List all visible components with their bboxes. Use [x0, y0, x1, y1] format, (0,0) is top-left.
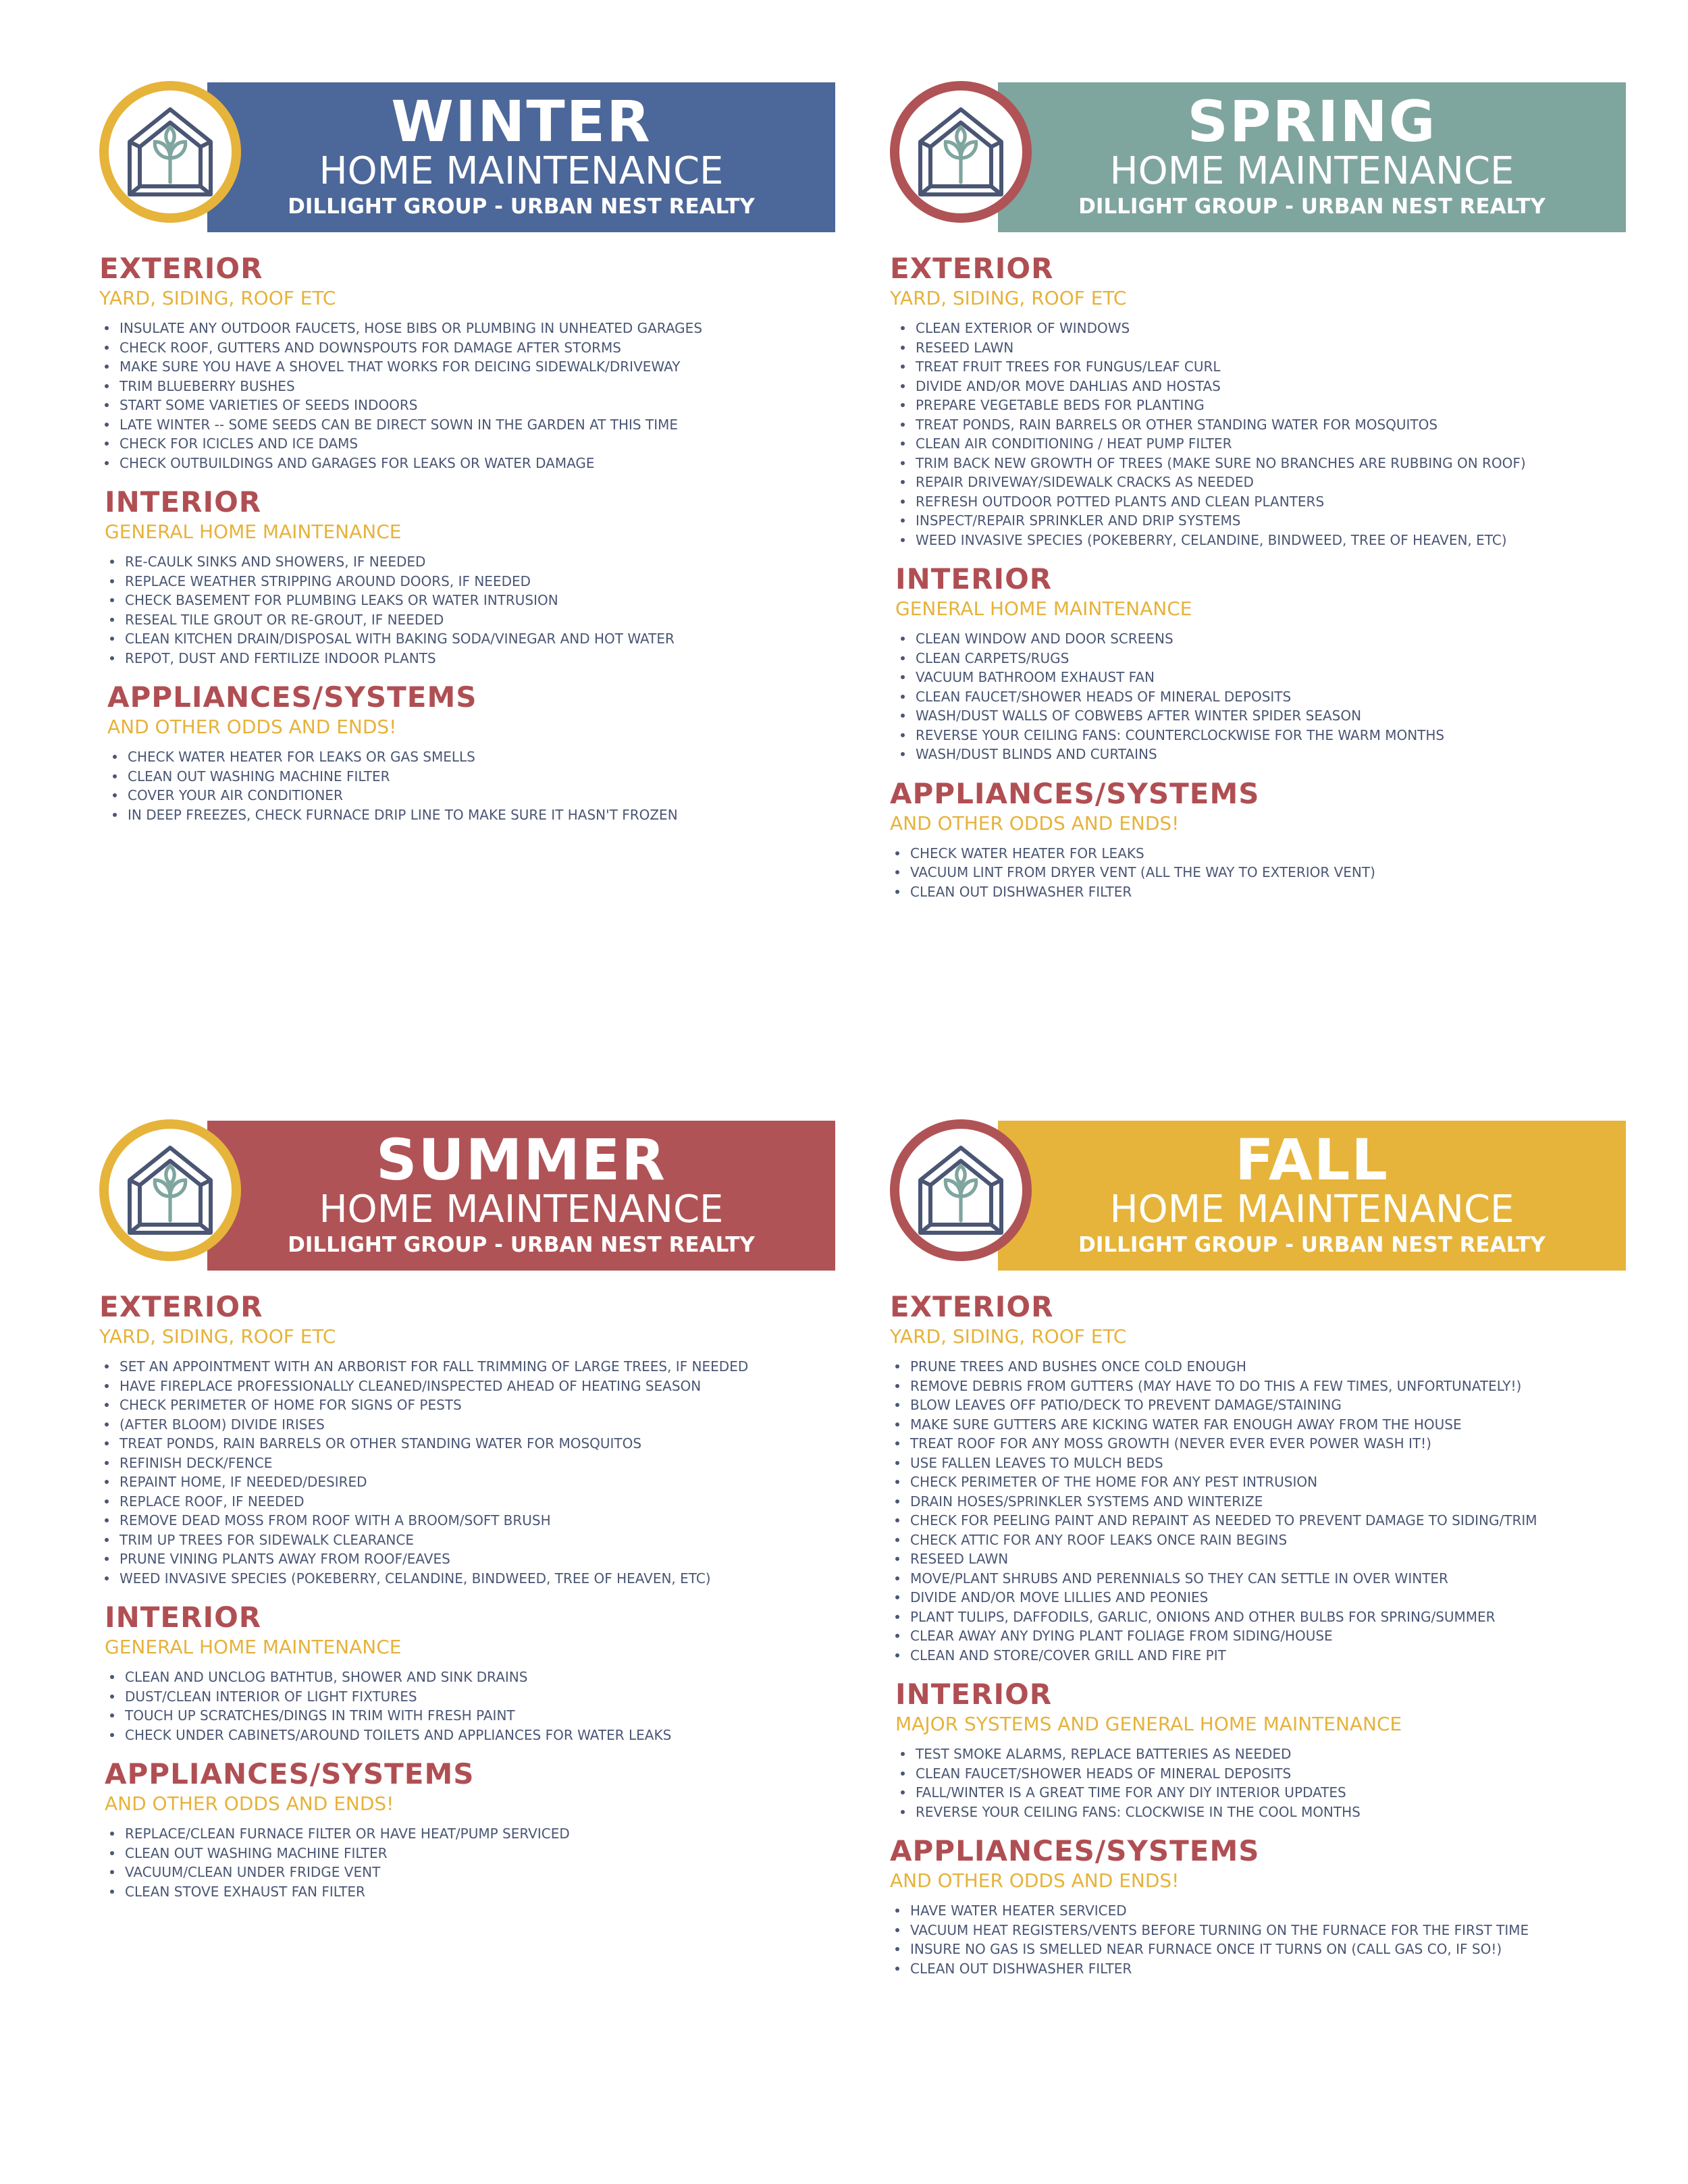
winter-banner	[207, 82, 835, 232]
house-plant-icon	[120, 1140, 221, 1241]
interior-list	[895, 629, 1633, 764]
list-item: TRIM BACK NEW GROWTH OF TREES (MAKE SURE NO BRANCHES ARE RUBBING ON ROOF)	[895, 454, 1633, 473]
exterior-list	[99, 1357, 842, 1588]
list-item: REPAIR DRIVEWAY/SIDEWALK CRACKS AS NEEDED	[895, 473, 1633, 492]
banner-subtitle: HOME MAINTENANCE	[319, 1188, 724, 1231]
list-item: REMOVE DEAD MOSS FROM ROOF WITH A BROOM/SOFT BRUSH	[99, 1511, 842, 1530]
list-item: HAVE WATER HEATER SERVICED	[890, 1901, 1633, 1921]
logo-badge	[99, 81, 241, 223]
exterior-subheading: YARD, SIDING, ROOF ETC	[890, 287, 1127, 309]
list-item: CLEAN EXTERIOR OF WINDOWS	[895, 319, 1633, 338]
exterior-subheading: YARD, SIDING, ROOF ETC	[99, 287, 336, 309]
list-item: REPLACE ROOF, IF NEEDED	[99, 1492, 842, 1512]
list-item: CLEAN OUT WASHING MACHINE FILTER	[105, 1844, 842, 1863]
exterior-heading: EXTERIOR	[99, 252, 263, 285]
banner-subtitle: HOME MAINTENANCE	[1109, 1188, 1514, 1231]
season-title: WINTER	[391, 88, 652, 155]
fall-content	[890, 1291, 1633, 1992]
list-item: TOUCH UP SCRATCHES/DINGS IN TRIM WITH FRESH PAINT	[105, 1706, 842, 1726]
interior-subheading: GENERAL HOME MAINTENANCE	[895, 597, 1192, 620]
season-title: FALL	[1235, 1127, 1389, 1193]
list-item: RE-CAULK SINKS AND SHOWERS, IF NEEDED	[105, 552, 842, 572]
list-item: FALL/WINTER IS A GREAT TIME FOR ANY DIY INTERIOR UPDATES	[895, 1783, 1633, 1803]
appliances-list	[105, 1824, 842, 1901]
spring-banner	[998, 82, 1626, 232]
list-item: REPLACE WEATHER STRIPPING AROUND DOORS, IF NEEDED	[105, 572, 842, 591]
exterior-heading: EXTERIOR	[99, 1290, 263, 1323]
exterior-heading: EXTERIOR	[890, 1290, 1054, 1323]
list-item: RESEED LAWN	[895, 338, 1633, 358]
exterior-list	[99, 319, 842, 473]
company-name: DILLIGHT GROUP - URBAN NEST REALTY	[288, 1233, 755, 1257]
house-plant-icon	[910, 1140, 1011, 1241]
list-item: TREAT PONDS, RAIN BARRELS OR OTHER STANDING WATER FOR MOSQUITOS	[99, 1434, 842, 1454]
list-item: CLEAN KITCHEN DRAIN/DISPOSAL WITH BAKING SODA/VINEGAR AND HOT WATER	[105, 629, 842, 649]
company-name: DILLIGHT GROUP - URBAN NEST REALTY	[1078, 194, 1546, 219]
list-item: (AFTER BLOOM) DIVIDE IRISES	[99, 1415, 842, 1435]
winter-content	[99, 252, 842, 838]
logo-badge	[890, 1119, 1032, 1261]
exterior-subheading: YARD, SIDING, ROOF ETC	[99, 1325, 336, 1348]
list-item: WASH/DUST WALLS OF COBWEBS AFTER WINTER SPIDER SEASON	[895, 706, 1633, 726]
appliances-subheading: AND OTHER ODDS AND ENDS!	[105, 1792, 394, 1815]
list-item: CLEAN OUT DISHWASHER FILTER	[890, 882, 1633, 902]
appliances-subheading: AND OTHER ODDS AND ENDS!	[107, 716, 397, 738]
exterior-heading: EXTERIOR	[890, 252, 1054, 285]
list-item: CHECK UNDER CABINETS/AROUND TOILETS AND APPLIANCES FOR WATER LEAKS	[105, 1726, 842, 1745]
appliances-list	[890, 1901, 1633, 1978]
list-item: CHECK BASEMENT FOR PLUMBING LEAKS OR WATER INTRUSION	[105, 591, 842, 610]
list-item: CHECK FOR PEELING PAINT AND REPAINT AS NEEDED TO PREVENT DAMAGE TO SIDING/TRIM	[890, 1511, 1633, 1530]
list-item: BLOW LEAVES OFF PATIO/DECK TO PREVENT DAMAGE/STAINING	[890, 1395, 1633, 1415]
appliances-heading: APPLIANCES/SYSTEMS	[890, 1834, 1260, 1867]
list-item: CLEAN AND STORE/COVER GRILL AND FIRE PIT	[890, 1646, 1633, 1666]
interior-heading: INTERIOR	[105, 485, 262, 518]
season-title: SPRING	[1187, 88, 1437, 155]
list-item: CHECK ATTIC FOR ANY ROOF LEAKS ONCE RAIN BEGINS	[890, 1530, 1633, 1550]
list-item: CHECK FOR ICICLES AND ICE DAMS	[99, 434, 842, 454]
banner-subtitle: HOME MAINTENANCE	[1109, 149, 1514, 193]
interior-heading: INTERIOR	[105, 1601, 262, 1634]
list-item: REPOT, DUST AND FERTILIZE INDOOR PLANTS	[105, 649, 842, 668]
company-name: DILLIGHT GROUP - URBAN NEST REALTY	[288, 194, 755, 219]
list-item: CHECK PERIMETER OF THE HOME FOR ANY PEST INTRUSION	[890, 1472, 1633, 1492]
list-item: DIVIDE AND/OR MOVE DAHLIAS AND HOSTAS	[895, 377, 1633, 396]
fall-banner	[998, 1121, 1626, 1271]
interior-list	[105, 1668, 842, 1744]
list-item: DIVIDE AND/OR MOVE LILLIES AND PEONIES	[890, 1588, 1633, 1607]
list-item: CHECK OUTBUILDINGS AND GARAGES FOR LEAKS OR WATER DAMAGE	[99, 454, 842, 473]
list-item: CLEAN FAUCET/SHOWER HEADS OF MINERAL DEPOSITS	[895, 687, 1633, 707]
list-item: CLEAN FAUCET/SHOWER HEADS OF MINERAL DEPOSITS	[895, 1764, 1633, 1784]
list-item: VACUUM LINT FROM DRYER VENT (ALL THE WAY TO EXTERIOR VENT)	[890, 863, 1633, 882]
list-item: CLEAN AIR CONDITIONING / HEAT PUMP FILTER	[895, 434, 1633, 454]
list-item: PRUNE TREES AND BUSHES ONCE COLD ENOUGH	[890, 1357, 1633, 1377]
list-item: CHECK WATER HEATER FOR LEAKS OR GAS SMELLS	[107, 747, 842, 767]
list-item: DRAIN HOSES/SPRINKLER SYSTEMS AND WINTERIZE	[890, 1492, 1633, 1512]
interior-subheading: GENERAL HOME MAINTENANCE	[105, 1636, 402, 1658]
list-item: CLEAR AWAY ANY DYING PLANT FOLIAGE FROM SIDING/HOUSE	[890, 1626, 1633, 1646]
exterior-list	[890, 1357, 1633, 1665]
list-item: REFINISH DECK/FENCE	[99, 1454, 842, 1473]
list-item: REMOVE DEBRIS FROM GUTTERS (MAY HAVE TO DO THIS A FEW TIMES, UNFORTUNATELY!)	[890, 1377, 1633, 1396]
list-item: WEED INVASIVE SPECIES (POKEBERRY, CELANDINE, BINDWEED, TREE OF HEAVEN, ETC)	[99, 1569, 842, 1589]
list-item: MOVE/PLANT SHRUBS AND PERENNIALS SO THEY CAN SETTLE IN OVER WINTER	[890, 1569, 1633, 1589]
list-item: CHECK PERIMETER OF HOME FOR SIGNS OF PESTS	[99, 1395, 842, 1415]
logo-badge	[99, 1119, 241, 1261]
list-item: TRIM BLUEBERRY BUSHES	[99, 377, 842, 396]
banner-subtitle: HOME MAINTENANCE	[319, 149, 724, 193]
list-item: START SOME VARIETIES OF SEEDS INDOORS	[99, 396, 842, 415]
list-item: CHECK ROOF, GUTTERS AND DOWNSPOUTS FOR DAMAGE AFTER STORMS	[99, 338, 842, 358]
list-item: REPAINT HOME, IF NEEDED/DESIRED	[99, 1472, 842, 1492]
list-item: REVERSE YOUR CEILING FANS: COUNTERCLOCKWISE FOR THE WARM MONTHS	[895, 726, 1633, 745]
list-item: TRIM UP TREES FOR SIDEWALK CLEARANCE	[99, 1530, 842, 1550]
list-item: CLEAN AND UNCLOG BATHTUB, SHOWER AND SINK DRAINS	[105, 1668, 842, 1687]
list-item: VACUUM/CLEAN UNDER FRIDGE VENT	[105, 1863, 842, 1882]
spring-content	[890, 252, 1633, 915]
appliances-heading: APPLIANCES/SYSTEMS	[105, 1757, 475, 1790]
list-item: IN DEEP FREEZES, CHECK FURNACE DRIP LINE TO MAKE SURE IT HASN'T FROZEN	[107, 805, 842, 825]
list-item: LATE WINTER -- SOME SEEDS CAN BE DIRECT SOWN IN THE GARDEN AT THIS TIME	[99, 415, 842, 435]
list-item: TREAT PONDS, RAIN BARRELS OR OTHER STANDING WATER FOR MOSQUITOS	[895, 415, 1633, 435]
list-item: TEST SMOKE ALARMS, REPLACE BATTERIES AS NEEDED	[895, 1744, 1633, 1764]
list-item: PLANT TULIPS, DAFFODILS, GARLIC, ONIONS AND OTHER BULBS FOR SPRING/SUMMER	[890, 1607, 1633, 1627]
appliances-subheading: AND OTHER ODDS AND ENDS!	[890, 1869, 1180, 1892]
list-item: WASH/DUST BLINDS AND CURTAINS	[895, 745, 1633, 764]
interior-heading: INTERIOR	[895, 1678, 1053, 1711]
list-item: REVERSE YOUR CEILING FANS: CLOCKWISE IN THE COOL MONTHS	[895, 1803, 1633, 1822]
list-item: SET AN APPOINTMENT WITH AN ARBORIST FOR FALL TRIMMING OF LARGE TREES, IF NEEDED	[99, 1357, 842, 1377]
season-title: SUMMER	[376, 1127, 666, 1193]
list-item: RESEAL TILE GROUT OR RE-GROUT, IF NEEDED	[105, 610, 842, 630]
company-name: DILLIGHT GROUP - URBAN NEST REALTY	[1078, 1233, 1546, 1257]
list-item: CLEAN CARPETS/RUGS	[895, 649, 1633, 668]
list-item: WEED INVASIVE SPECIES (POKEBERRY, CELANDINE, BINDWEED, TREE OF HEAVEN, ETC)	[895, 531, 1633, 550]
list-item: MAKE SURE YOU HAVE A SHOVEL THAT WORKS FOR DEICING SIDEWALK/DRIVEWAY	[99, 357, 842, 377]
exterior-subheading: YARD, SIDING, ROOF ETC	[890, 1325, 1127, 1348]
list-item: CLEAN OUT DISHWASHER FILTER	[890, 1959, 1633, 1979]
list-item: VACUUM BATHROOM EXHAUST FAN	[895, 668, 1633, 687]
appliances-heading: APPLIANCES/SYSTEMS	[890, 776, 1260, 810]
list-item: USE FALLEN LEAVES TO MULCH BEDS	[890, 1454, 1633, 1473]
list-item: CLEAN WINDOW AND DOOR SCREENS	[895, 629, 1633, 649]
list-item: REFRESH OUTDOOR POTTED PLANTS AND CLEAN PLANTERS	[895, 492, 1633, 512]
summer-banner	[207, 1121, 835, 1271]
interior-subheading: GENERAL HOME MAINTENANCE	[105, 521, 402, 543]
list-item: PREPARE VEGETABLE BEDS FOR PLANTING	[895, 396, 1633, 415]
appliances-heading: APPLIANCES/SYSTEMS	[107, 681, 477, 714]
interior-heading: INTERIOR	[895, 562, 1053, 595]
list-item: REPLACE/CLEAN FURNACE FILTER OR HAVE HEAT/PUMP SERVICED	[105, 1824, 842, 1844]
list-item: INSURE NO GAS IS SMELLED NEAR FURNACE ONCE IT TURNS ON (CALL GAS CO, IF SO!)	[890, 1940, 1633, 1959]
list-item: CHECK WATER HEATER FOR LEAKS	[890, 844, 1633, 863]
list-item: HAVE FIREPLACE PROFESSIONALLY CLEANED/INSPECTED AHEAD OF HEATING SEASON	[99, 1377, 842, 1396]
list-item: TREAT ROOF FOR ANY MOSS GROWTH (NEVER EVER EVER POWER WASH IT!)	[890, 1434, 1633, 1454]
list-item: COVER YOUR AIR CONDITIONER	[107, 786, 842, 805]
list-item: MAKE SURE GUTTERS ARE KICKING WATER FAR ENOUGH AWAY FROM THE HOUSE	[890, 1415, 1633, 1435]
list-item: PRUNE VINING PLANTS AWAY FROM ROOF/EAVES	[99, 1549, 842, 1569]
list-item: DUST/CLEAN INTERIOR OF LIGHT FIXTURES	[105, 1687, 842, 1707]
interior-subheading: MAJOR SYSTEMS AND GENERAL HOME MAINTENANCE	[895, 1713, 1402, 1735]
house-plant-icon	[120, 101, 221, 203]
logo-badge	[890, 81, 1032, 223]
list-item: CLEAN STOVE EXHAUST FAN FILTER	[105, 1882, 842, 1902]
list-item: CLEAN OUT WASHING MACHINE FILTER	[107, 767, 842, 787]
exterior-list	[895, 319, 1633, 550]
list-item: INSPECT/REPAIR SPRINKLER AND DRIP SYSTEMS	[895, 511, 1633, 531]
list-item: RESEED LAWN	[890, 1549, 1633, 1569]
interior-list	[105, 552, 842, 668]
appliances-list	[890, 844, 1633, 902]
list-item: INSULATE ANY OUTDOOR FAUCETS, HOSE BIBS OR PLUMBING IN UNHEATED GARAGES	[99, 319, 842, 338]
appliances-subheading: AND OTHER ODDS AND ENDS!	[890, 811, 1180, 834]
house-plant-icon	[910, 101, 1011, 203]
interior-list	[895, 1744, 1633, 1821]
appliances-list	[107, 747, 842, 824]
list-item: TREAT FRUIT TREES FOR FUNGUS/LEAF CURL	[895, 357, 1633, 377]
list-item: VACUUM HEAT REGISTERS/VENTS BEFORE TURNING ON THE FURNACE FOR THE FIRST TIME	[890, 1921, 1633, 1940]
summer-content	[99, 1291, 842, 1915]
